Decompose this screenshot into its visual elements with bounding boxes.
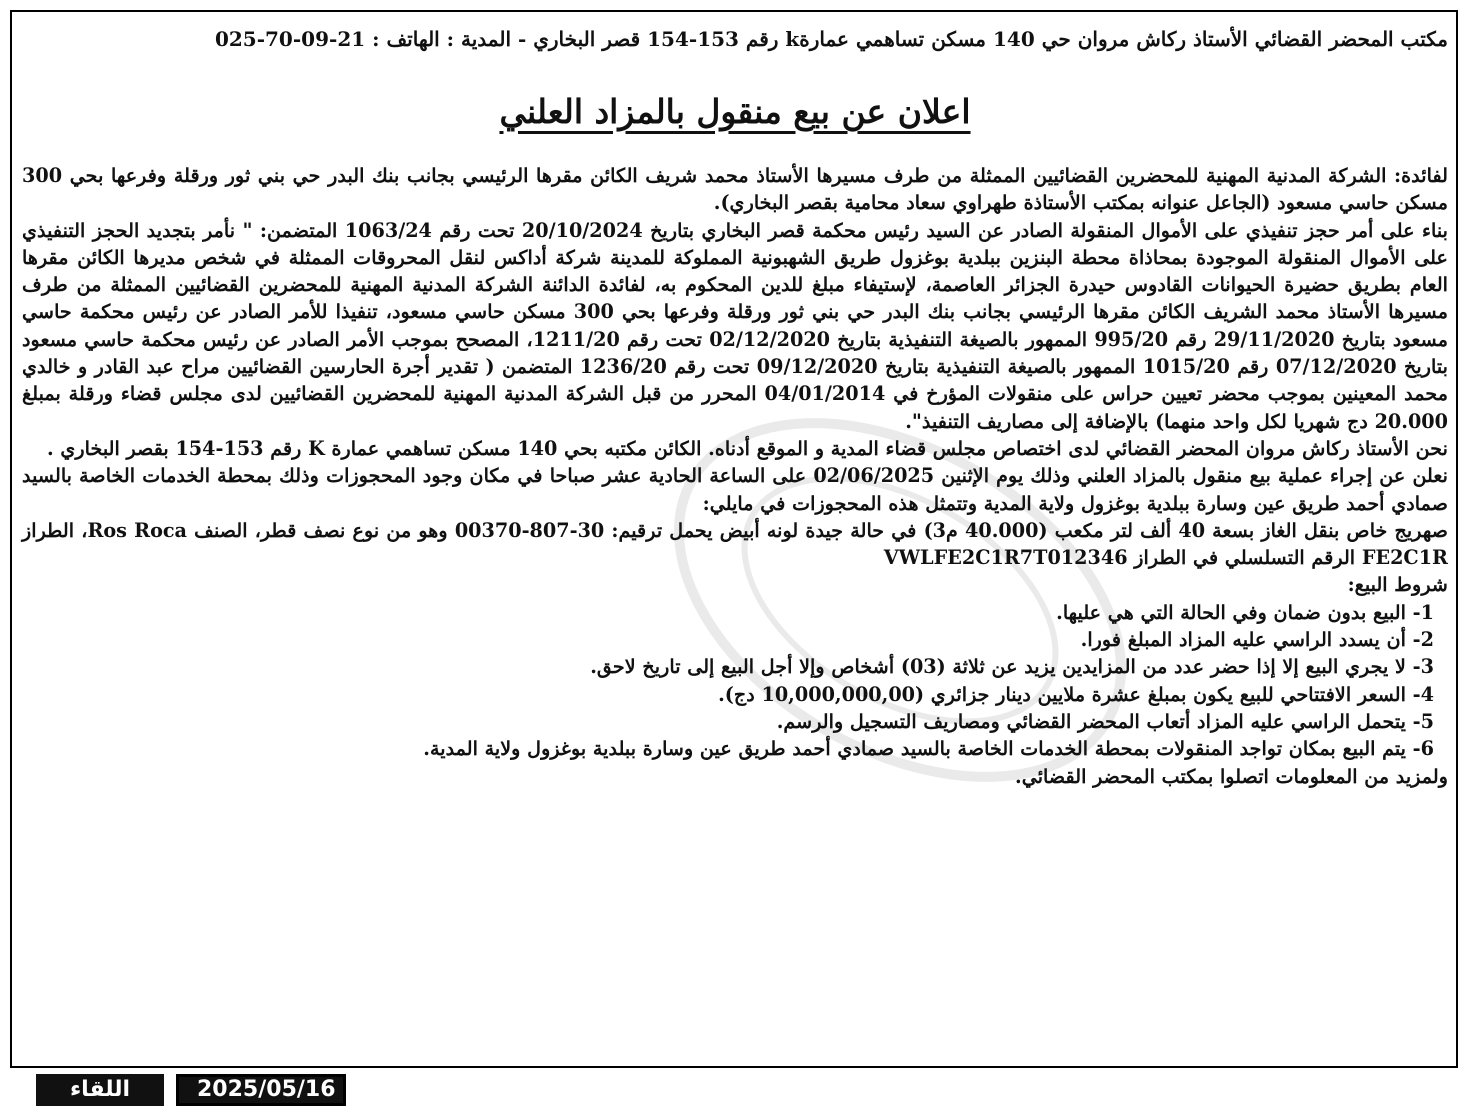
condition-item: 6- يتم البيع بمكان تواجد المنقولات بمحطة الخدمات الخاصة بالسيد صمادي أحمد طريق عين وسارة ببلدية بوغزول ولاية المدية. <box>423 737 1434 761</box>
publication-date: 2025/05/16 <box>176 1074 346 1106</box>
condition-item: 3- لا يجري البيع إلا إذا حضر عدد من المزايدين يزيد عن ثلاثة (03) أشخاص وإلا أجل البيع إلى تاريخ لاحق. <box>590 655 1434 679</box>
closing-line: ولمزيد من المعلومات اتصلوا بمكتب المحضر القضائي. <box>1015 764 1448 788</box>
bailiff-paragraph: نحن الأستاذ ركاش مروان المحضر القضائي لدى اختصاص مجلس قضاء المدية و الموقع أدناه. الكائن مكتبه بحي 140 مسكن تساهمي عمارة K رقم 153-154 بقصر البخاري . <box>46 436 1448 460</box>
beneficiary-paragraph: لفائدة: الشركة المدنية المهنية للمحضرين القضائيين الممثلة من طرف مسيرها الأستاذ محمد شريف الكائن مقرها الرئيسي بجانب بنك البدر حي بني ثور ورقلة وفرعها بحي 300 مسكن حاسي مسعود (الجاعل عنوانه بمكتب الأستاذة طهراوي سعاد محامية بقصر البخاري). <box>22 164 1448 215</box>
seized-item-paragraph: صهريج خاص بنقل الغاز بسعة 40 ألف لتر مكعب (40.000 م3) في حالة جيدة لونه أبيض يحمل ترقيم: 30-807-00370 وهو من نوع نصف قطر، الصنف Ros Roca، الطراز FE2C1R الرقم التسلسلي في الطراز VWLFE2C1R7T012346 <box>22 518 1448 570</box>
conditions-title: شروط البيع: <box>1347 573 1448 597</box>
office-header: مكتب المحضر القضائي الأستاذ ركاش مروان حي 140 مسكن تساهمي عمارةk رقم 153-154 قصر البخاري - المدية : الهاتف : 21-09-70-025 <box>214 27 1448 51</box>
footer-bar <box>36 1074 346 1106</box>
condition-item: 5- يتحمل الراسي عليه المزاد أتعاب المحضر القضائي ومصاريف التسجيل والرسم. <box>776 709 1434 733</box>
seizure-order-paragraph: بناء على أمر حجز تنفيذي على الأموال المنقولة الصادر عن السيد رئيس محكمة قصر البخاري بتاريخ 20/10/2024 تحت رقم 1063/24 المتضمن: " نأمر بتجديد الحجز التنفيذي على الأموال المنقولة الموجودة بمحاذاة محطة البنزين ببلدية بوغزول طريق الشهبونية المملوكة للمدينة شركة أداكس لنقل المحروقات الممثلة في شخص مديرها الكائن مقرها العام بطريق حضيرة الحيوانات القادوس حيدرة الجزائر العاصمة، لإستيفاء مبلغ للدين المحكوم به، لفائدة الدائنة الشركة المدنية المهنية للمحضرين القضائيين الممثلة من طرف مسيرها الأستاذ محمد الشريف الكائن مقرها الرئيسي بجانب بنك البدر حي بني ثور ورقلة وفرعها بحي 300 مسكن حاسي مسعود، تنفيذا للأمر الصادر عن رئيس محكمة حاسي مسعود بتاريخ 29/11/2020 رقم 995/20 الممهور بالصيغة التنفيذية بتاريخ 02/12/2020 تحت رقم 1211/20، المصحح بموجب الأمر الصادر عن رئيس محكمة حاسي مسعود بتاريخ 07/12/2020 رقم 1015/20 الممهور بالصيغة التنفيذية بتاريخ 09/12/2020 تحت رقم 1236/20 المتضمن ( تقدير أجرة الحارسين القضائيين مراح عبد القادر و خالدي محمد المعينين بموجب محضر تعيين حراس على منقولات المؤرخ في 04/01/2014 المحرر من قبل الشركة المدنية المهنية للمحضرين القضائيين لدى مجلس قضاء ورقلة بمبلغ 20.000 دج شهريا لكل واحد منهما) بالإضافة إلى مصاريف التنفيذ". <box>22 218 1448 433</box>
condition-item: 4- السعر الافتتاحي للبيع يكون بمبلغ عشرة ملايين دينار جزائري (10,000,000,00 دج). <box>718 682 1434 706</box>
auction-announcement-paragraph: نعلن عن إجراء عملية بيع منقول بالمزاد العلني وذلك يوم الإثنين 02/06/2025 على الساعة الحادية عشر صباحا في مكان وجود المحجوزات وذلك بمحطة الخدمات الخاصة بالسيد صمادي أحمد طريق عين وسارة ببلدية بوغزول ولاية المدية وتتمثل هذه المحجوزات في مايلي: <box>22 464 1448 515</box>
newspaper-name: اللقاء <box>36 1074 164 1106</box>
condition-item: 2- أن يسدد الراسي عليه المزاد المبلغ فورا. <box>1080 628 1434 652</box>
notice-title: اعلان عن بيع منقول بالمزاد العلني <box>499 92 971 131</box>
notice-body <box>22 162 1448 790</box>
condition-item: 1- البيع بدون ضمان وفي الحالة التي هي عليها. <box>1056 600 1434 624</box>
